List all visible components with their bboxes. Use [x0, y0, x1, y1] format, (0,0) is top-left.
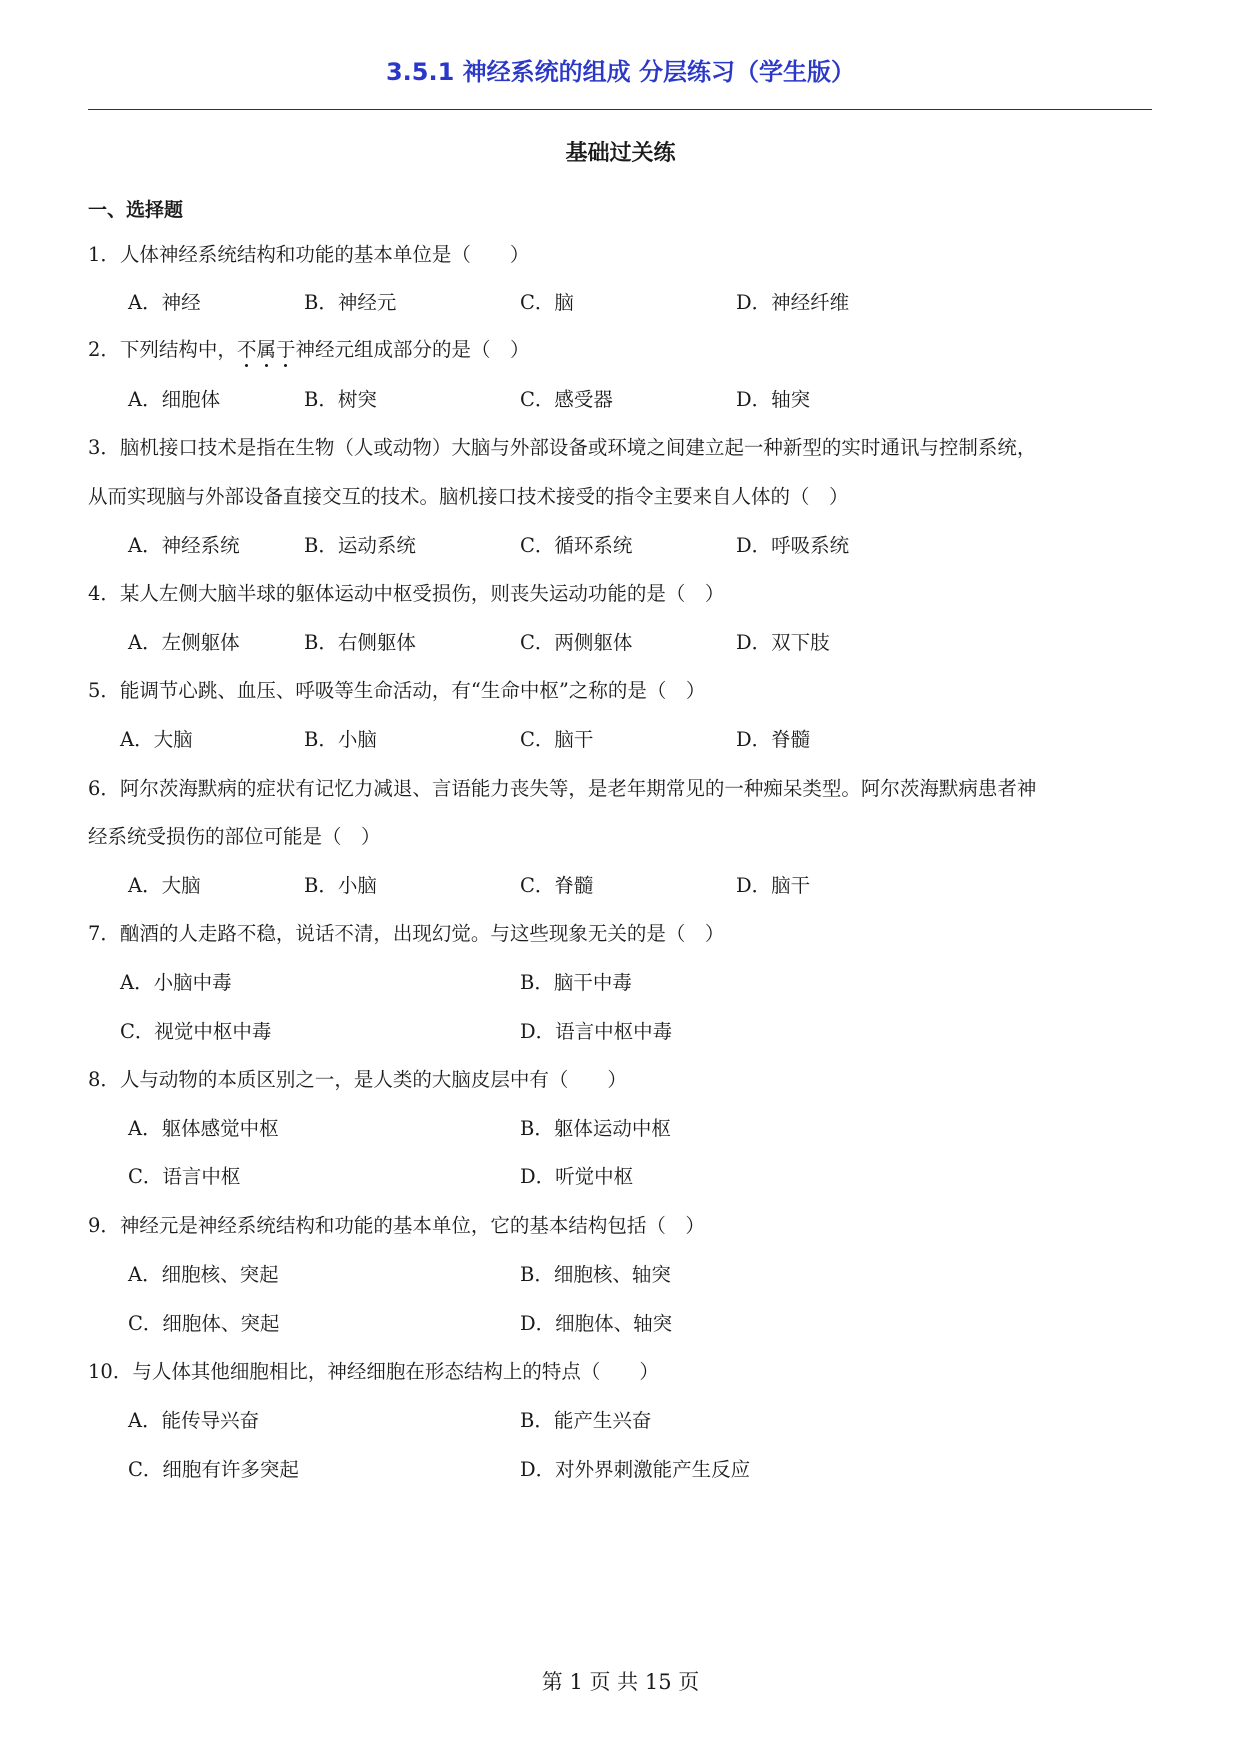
question-1: 1．人体神经系统结构和功能的基本单位是（ ） [88, 243, 530, 266]
header-rule [88, 109, 1152, 110]
q6-option-b: B．小脑 [304, 874, 377, 897]
q9-option-d: D．细胞体、轴突 [520, 1312, 673, 1335]
question-9: 9．神经元是神经系统结构和功能的基本单位，它的基本结构包括（ ） [88, 1214, 705, 1237]
q6-option-d: D．脑干 [736, 874, 811, 897]
q2-option-b: B．树突 [304, 388, 377, 411]
q3-option-b: B．运动系统 [304, 534, 416, 557]
q7-option-d: D．语言中枢中毒 [520, 1020, 673, 1043]
q1-option-d: D．神经纤维 [736, 291, 850, 314]
q8-option-b: B．躯体运动中枢 [520, 1117, 671, 1140]
page-footer: 第 1 页 共 15 页 [541, 1670, 700, 1694]
q5-option-b: B．小脑 [304, 728, 377, 751]
document-title: 3.5.1 神经系统的组成 分层练习（学生版） [385, 58, 856, 86]
q6-option-c: C．脊髓 [520, 874, 594, 897]
q1-option-b: B．神经元 [304, 291, 397, 314]
emphasis-char: 不 [236, 338, 257, 361]
q4-option-c: C．两侧躯体 [520, 631, 633, 654]
q2-option-d: D．轴突 [736, 388, 811, 411]
q5-option-d: D．脊髓 [736, 728, 811, 751]
q9-option-c: C．细胞体、突起 [128, 1312, 280, 1335]
q10-option-d: D．对外界刺激能产生反应 [520, 1458, 751, 1481]
emphasis-char: 于 [275, 338, 296, 361]
question-5: 5．能调节心跳、血压、呼吸等生命活动，有“生命中枢”之称的是（ ） [88, 679, 706, 702]
q5-option-a: A．大脑 [120, 728, 193, 751]
q5-option-c: C．脑干 [520, 728, 594, 751]
q8-option-c: C．语言中枢 [128, 1165, 241, 1188]
question-2: 2．下列结构中，不属于神经元组成部分的是（ ） [88, 338, 530, 361]
q10-option-c: C．细胞有许多突起 [128, 1458, 299, 1481]
q3-option-a: A．神经系统 [128, 534, 240, 557]
question-6: 6．阿尔茨海默病的症状有记忆力减退、言语能力丧失等，是老年期常见的一种痴呆类型。阿尔茨海默病患者神 [88, 777, 1037, 800]
q9-option-a: A．细胞核、突起 [128, 1263, 279, 1286]
q4-option-d: D．双下肢 [736, 631, 830, 654]
q2-option-c: C．感受器 [520, 388, 613, 411]
q3-option-d: D．呼吸系统 [736, 534, 850, 557]
q1-option-c: C．脑 [520, 291, 574, 314]
question-10: 10．与人体其他细胞相比，神经细胞在形态结构上的特点（ ） [88, 1360, 659, 1383]
q7-option-b: B．脑干中毒 [520, 971, 632, 994]
q7-option-c: C．视觉中枢中毒 [120, 1020, 272, 1043]
q10-option-b: B．能产生兴奋 [520, 1409, 652, 1432]
q8-option-a: A．躯体感觉中枢 [128, 1117, 279, 1140]
question-8: 8．人与动物的本质区别之一，是人类的大脑皮层中有（ ） [88, 1068, 627, 1091]
q8-option-d: D．听觉中枢 [520, 1165, 634, 1188]
q3-option-c: C．循环系统 [520, 534, 633, 557]
question-3-line-2: 从而实现脑与外部设备直接交互的技术。脑机接口技术接受的指令主要来自人体的（ ） [88, 485, 849, 508]
q4-option-a: A．左侧躯体 [128, 631, 240, 654]
part-title: 一、选择题 [88, 199, 184, 221]
question-3: 3．脑机接口技术是指在生物（人或动物）大脑与外部设备或环境之间建立起一种新型的实时通讯与控制系统， [88, 436, 1037, 459]
q2-option-a: A．细胞体 [128, 388, 221, 411]
question-6-line-2: 经系统受损伤的部位可能是（ ） [88, 825, 381, 848]
q6-option-a: A．大脑 [128, 874, 201, 897]
emphasis-char: 属 [256, 338, 276, 361]
q10-option-a: A．能传导兴奋 [128, 1409, 260, 1432]
q7-option-a: A．小脑中毒 [120, 971, 232, 994]
question-4: 4．某人左侧大脑半球的躯体运动中枢受损伤，则丧失运动功能的是（ ） [88, 582, 725, 605]
q4-option-b: B．右侧躯体 [304, 631, 416, 654]
q9-option-b: B．细胞核、轴突 [520, 1263, 671, 1286]
section-title: 基础过关练 [565, 141, 676, 166]
q1-option-a: A．神经 [128, 291, 201, 314]
question-7: 7．酗酒的人走路不稳，说话不清，出现幻觉。与这些现象无关的是（ ） [88, 922, 725, 945]
